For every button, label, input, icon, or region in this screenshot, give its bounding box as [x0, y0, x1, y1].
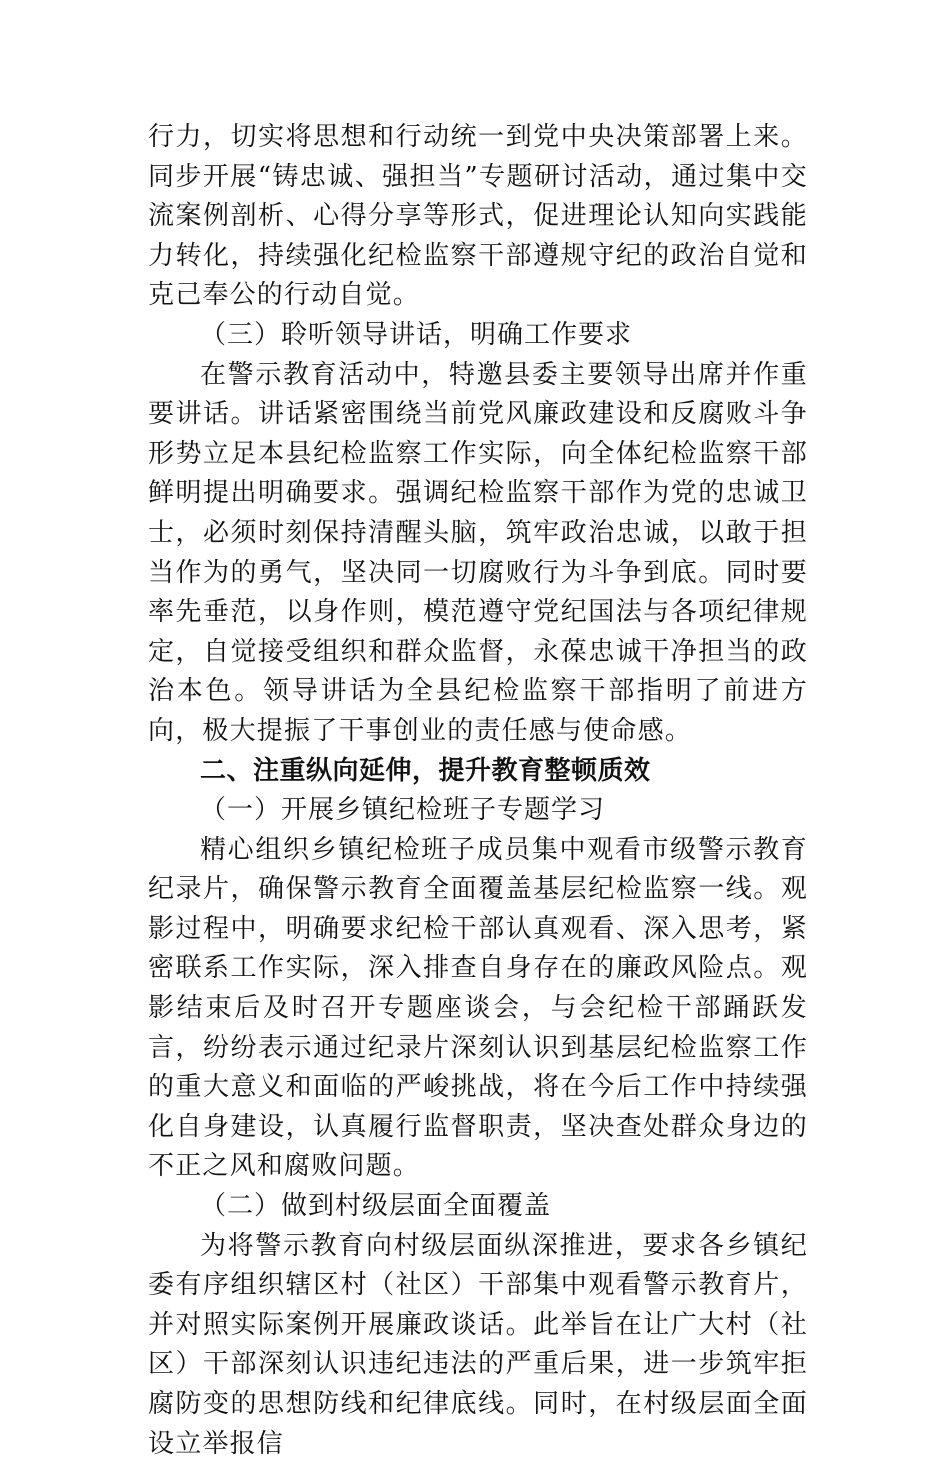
subheading-township-study: （一）开展乡镇纪检班子专题学习: [200, 795, 606, 826]
subheading-leader-speech: （三）聆听领导讲话，明确工作要求: [200, 319, 633, 350]
subheading-village-coverage: （二）做到村级层面全面覆盖: [200, 1191, 552, 1222]
paragraph-township-study: 精心组织乡镇纪检班子成员集中观看市级警示教育纪录片，确保警示教育全面覆盖基层纪检监察一线。观影过程中，明确要求纪检干部认真观看、深入思考，紧密联系工作实际，深入排查自身存在的廉政风险点。观影结束后及时召开专题座谈会，与会纪检干部踊跃发言，纷纷表示通过纪录片深刻认识到基层纪检监察工作的重大意义和面临的严峻挑战，将在今后工作中持续强化自身建设，认真履行监督职责，坚决查处群众身边的不正之风和腐败问题。: [148, 834, 808, 1182]
paragraph-village-coverage: 为将警示教育向村级层面纵深推进，要求各乡镇纪委有序组织辖区村（社区）干部集中观看警示教育片，并对照实际案例开展廉政谈话。此举旨在让广大村（社区）干部深刻认识违纪违法的严重后果，进一步筑牢拒腐防变的思想防线和纪律底线。同时，在村级层面全面设立举报信: [148, 1230, 808, 1459]
section-heading-vertical-extension: 二、注重纵向延伸，提升教育整顿质效: [200, 755, 651, 786]
document-page: [148, 118, 808, 1464]
paragraph-party-alignment: 行力，切实将思想和行动统一到党中央决策部署上来。同步开展“铸忠诚、强担当”专题研讨活动，通过集中交流案例剖析、心得分享等形式，促进理论认知向实践能力转化，持续强化纪检监察干部遵规守纪的政治自觉和克己奉公的行动自觉。: [148, 122, 808, 311]
paragraph-leader-speech: 在警示教育活动中，特邀县委主要领导出席并作重要讲话。讲话紧密围绕当前党风廉政建设和反腐败斗争形势立足本县纪检监察工作实际，向全体纪检监察干部鲜明提出明确要求。强调纪检监察干部作为党的忠诚卫士，必须时刻保持清醒头脑，筑牢政治忠诚，以敢于担当作为的勇气，坚决同一切腐败行为斗争到底。同时要率先垂范，以身作则，模范遵守党纪国法与各项纪律规定，自觉接受组织和群众监督，永葆忠诚干净担当的政治本色。领导讲话为全县纪检监察干部指明了前进方向，极大提振了干事创业的责任感与使命感。: [148, 359, 808, 746]
